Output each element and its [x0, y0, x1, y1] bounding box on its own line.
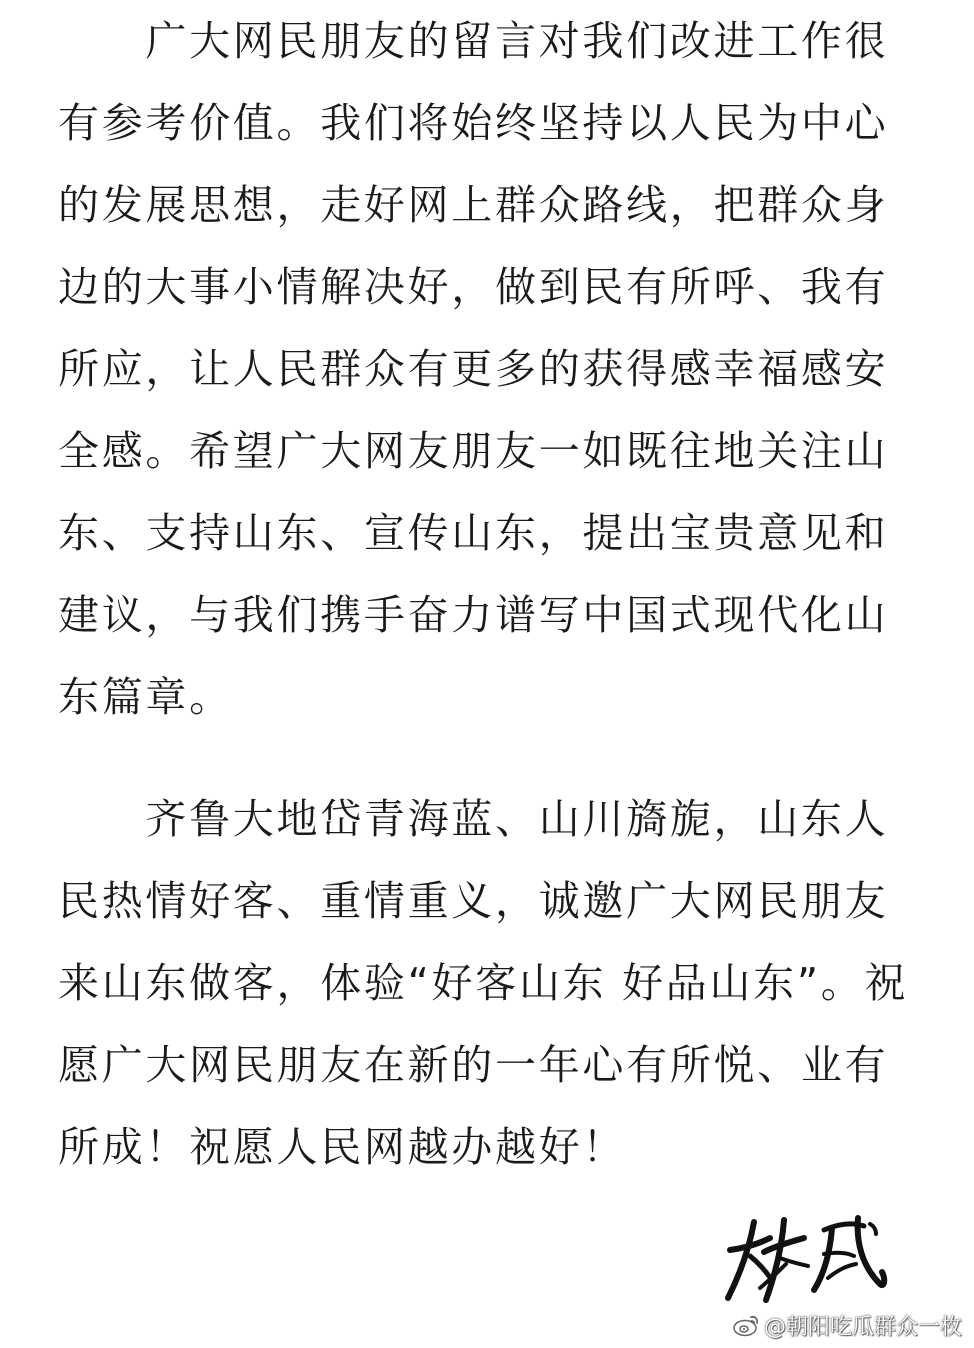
- letter-line: 齐鲁大地岱青海蓝、山川旖旎，山东人: [58, 795, 889, 843]
- letter-line: 的发展思想，走好网上群众路线，把群众身: [58, 181, 889, 229]
- weibo-logo-icon: [732, 1313, 760, 1337]
- handwritten-signature: [720, 1208, 890, 1308]
- letter-line: 边的大事小情解决好，做到民有所呼、我有: [58, 263, 889, 311]
- letter-line: 全感。希望广大网友朋友一如既往地关注山: [58, 427, 889, 475]
- letter-line: 愿广大网民朋友在新的一年心有所悦、业有: [58, 1041, 889, 1089]
- letter-line: 民热情好客、重情重义，诚邀广大网民朋友: [58, 877, 889, 925]
- letter-line: 东、支持山东、宣传山东，提出宝贵意见和: [58, 509, 889, 557]
- letter-line: 来山东做客，体验“好客山东 好品山东”。祝: [58, 959, 909, 1007]
- letter-line: 有参考价值。我们将始终坚持以人民为中心: [58, 99, 889, 147]
- weibo-watermark: [732, 1310, 962, 1340]
- letter-line: 东篇章。: [58, 673, 233, 721]
- watermark-text: @朝阳吃瓜群众一枚: [763, 1314, 962, 1340]
- letter-line: 建议，与我们携手奋力谱写中国式现代化山: [58, 591, 889, 639]
- letter-line: 所应，让人民群众有更多的获得感幸福感安: [58, 345, 889, 393]
- letter-line: 广大网民朋友的留言对我们改进工作很: [58, 17, 889, 65]
- letter-line: 所成！祝愿人民网越办越好！: [58, 1123, 627, 1171]
